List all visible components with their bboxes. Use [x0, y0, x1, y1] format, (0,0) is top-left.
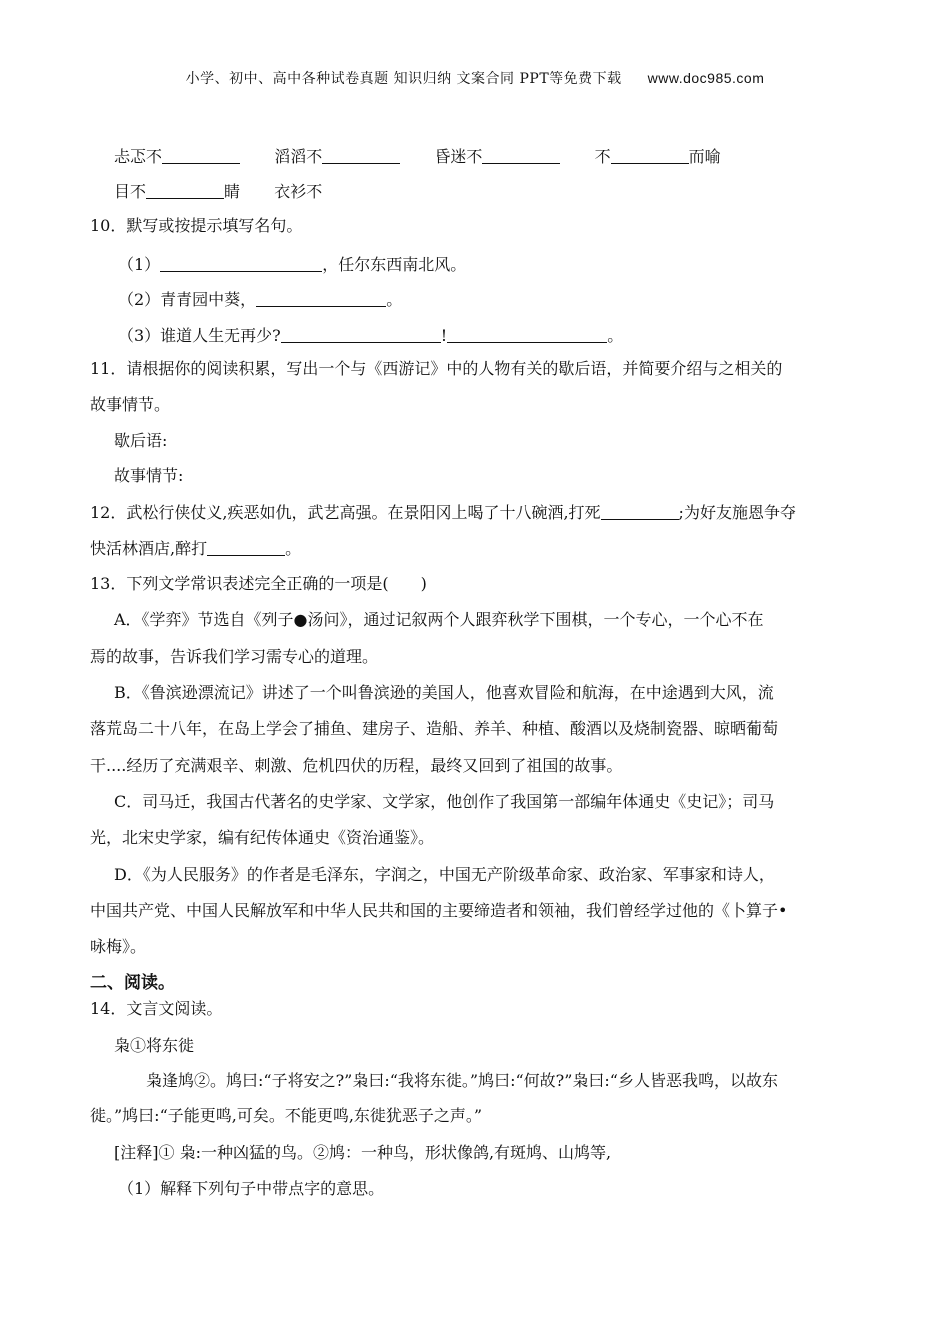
- fill-blank[interactable]: [447, 327, 607, 343]
- fill-blank[interactable]: [256, 291, 386, 307]
- part-text: !: [440, 326, 448, 345]
- idiom-text: 滔滔不: [274, 147, 323, 166]
- idiom-text: 衣衫不: [274, 182, 323, 201]
- q13-stem: 13．下列文学常识表述完全正确的一项是( ): [90, 574, 427, 593]
- q14-sub1: （1）解释下列句子中带点字的意思。: [118, 1179, 385, 1198]
- q11-line1: 11．请根据你的阅读积累，写出一个与《西游记》中的人物有关的歇后语，并简要介绍与之相关的: [90, 359, 783, 378]
- q14-passage-title: 枭①将东徙: [114, 1036, 195, 1055]
- q13-option-d[interactable]: D．《为人民服务》的作者是毛泽东，字润之，中国无产阶级革命家、政治家、军事家和诗人，: [114, 865, 775, 884]
- fill-blank[interactable]: [482, 148, 560, 164]
- idiom-text: 目不: [114, 182, 147, 201]
- header-title: 小学、初中、高中各种试卷真题 知识归纳 文案合同 PPT等免费下载: [185, 71, 622, 87]
- q11-answer-story: 故事情节:: [114, 466, 184, 485]
- q11-answer-xiehouyu: 歇后语:: [114, 431, 168, 450]
- q13-option-c[interactable]: C．司马迁，我国古代著名的史学家、文学家，他创作了我国第一部编年体通史《史记》；司马: [114, 792, 775, 811]
- part-text: 。: [386, 290, 403, 309]
- idiom-text: 不: [594, 147, 611, 166]
- idiom-text: 忐忑不: [114, 147, 163, 166]
- header-site: www.doc985.com: [647, 70, 765, 86]
- q14-notes: [注释]① 枭:一种凶猛的鸟。②鸠：一种鸟，形状像鸽,有斑鸠、山鸠等,: [114, 1143, 612, 1162]
- fill-blank[interactable]: [207, 540, 285, 556]
- idiom-text: 昏迷不: [434, 147, 483, 166]
- idiom-text: 而喻: [688, 147, 721, 166]
- q14-stem: 14．文言文阅读。: [90, 999, 223, 1018]
- q14-passage-p2: 徙。”鸠曰:“子能更鸣,可矣。不能更鸣,东徙犹恶子之声。”: [90, 1106, 483, 1125]
- fill-blank[interactable]: [160, 256, 322, 272]
- q13-option-c-cont: 光，北宋史学家，编有纪传体通史《资治通鉴》。: [90, 828, 435, 847]
- part-text: ，任尔东西南北风。: [322, 255, 467, 274]
- fill-blank[interactable]: [281, 327, 441, 343]
- q10-part3: [118, 327, 623, 344]
- idiom-row-1: [114, 148, 721, 165]
- q10-part2: [118, 291, 402, 308]
- fill-blank[interactable]: [162, 148, 240, 164]
- q13-option-a-cont: 焉的故事，告诉我们学习需专心的道理。: [90, 647, 379, 666]
- q14-passage-p1: 枭逢鸠②。鸠曰:“子将安之?”枭曰:“我将东徙。”鸠曰:“何故?”枭曰:“乡人皆恶我鸣，以故东: [146, 1071, 778, 1090]
- idiom-text: 睛: [224, 182, 241, 201]
- fill-blank[interactable]: [146, 183, 224, 199]
- q10-stem: 10．默写或按提示填写名句。: [90, 216, 303, 235]
- part-text: （2）青青园中葵，: [118, 290, 257, 309]
- q12-line2: [90, 540, 301, 557]
- fill-blank[interactable]: [601, 504, 679, 520]
- q13-option-b-cont: 落荒岛二十八年，在岛上学会了捕鱼、建房子、造船、养羊、种植、酸酒以及烧制瓷器、晾晒葡萄: [90, 719, 779, 738]
- fill-blank[interactable]: [611, 148, 689, 164]
- page-header: [0, 68, 950, 88]
- part-text: 。: [607, 326, 624, 345]
- idiom-row-2: [114, 183, 322, 200]
- q13-option-d-cont: 中国共产党、中国人民解放军和中华人民共和国的主要缔造者和领袖，我们曾经学过他的《卜算子•: [90, 901, 788, 920]
- fill-blank[interactable]: [322, 148, 400, 164]
- q12-text: 。: [285, 539, 302, 558]
- q12-text: 12．武松行侠仗义,疾恶如仇，武艺高强。在景阳冈上喝了十八碗酒,打死: [90, 503, 601, 522]
- part-text: （3）谁道人生无再少?: [118, 326, 281, 345]
- q12-text: ;为好友施恩争夺: [678, 503, 796, 522]
- q13-option-a[interactable]: A．《学弈》节选自《列子●汤问》，通过记叙两个人跟弈秋学下围棋，一个专心，一个心不在: [114, 610, 764, 629]
- part-number: （1）: [118, 255, 161, 274]
- q13-option-d-cont: 咏梅》。: [90, 937, 147, 956]
- q13-option-b[interactable]: B．《鲁滨逊漂流记》讲述了一个叫鲁滨逊的美国人，他喜欢冒险和航海，在中途遇到大风，流: [114, 683, 774, 702]
- q10-part1: [118, 256, 466, 273]
- q13-option-b-cont: 干....经历了充满艰辛、刺激、危机四伏的历程，最终又回到了祖国的故事。: [90, 756, 623, 775]
- q11-line2: 故事情节。: [90, 395, 171, 414]
- section-heading: 二、阅读。: [90, 973, 175, 993]
- q12-line1: [90, 504, 796, 521]
- q12-text: 快活林酒店,醉打: [90, 539, 208, 558]
